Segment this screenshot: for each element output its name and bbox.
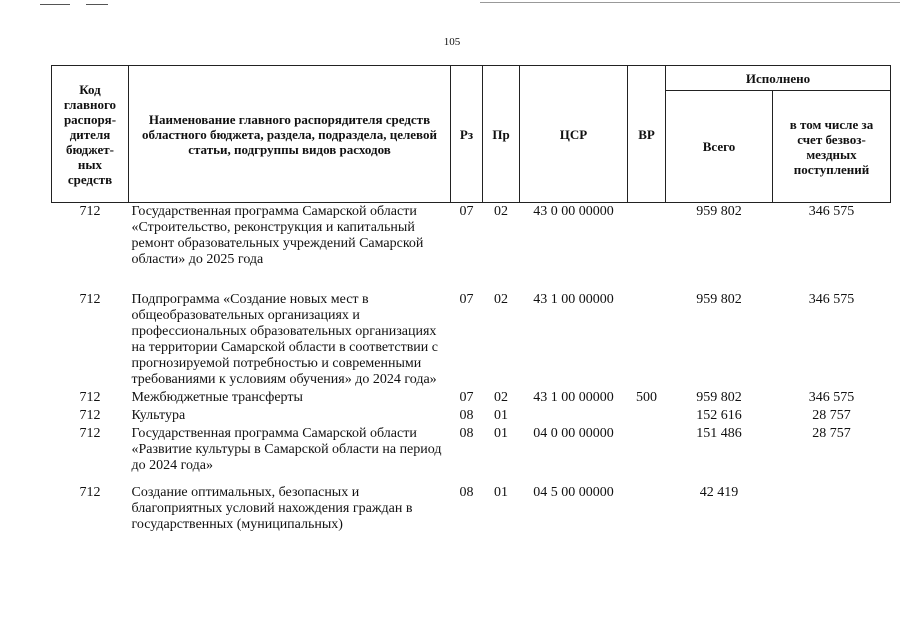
table-body: [52, 203, 891, 535]
header-name: Наименование главного распорядителя средств областного бюджета, раздела, подраздела, целевой статьи, подгруппы видов расходов: [129, 66, 451, 203]
cell-grant: 28 757: [812, 426, 851, 441]
cell-total: 959 802: [696, 204, 742, 219]
table-row: [52, 291, 891, 389]
cell-vr: [628, 425, 666, 475]
cell-csr: [520, 407, 628, 425]
cell-pr: 01: [494, 485, 508, 500]
cell-rz: 08: [459, 485, 474, 500]
cell-rz: 08: [459, 408, 474, 423]
cell-name: Подпрограмма «Создание новых мест в общеобразовательных организациях и профессиональных образовательных организациях на территории Самарской области в соответствии с прогнозируемой потребностью и современными требованиями к условиям обучения» до 2024 года»: [131, 292, 439, 387]
cell-vr: 500: [636, 390, 657, 405]
cell-name: Государственная программа Самарской области «Развитие культуры в Самарской области на период до 2024 года»: [131, 426, 442, 473]
cell-rz: 07: [459, 204, 474, 219]
header-executed: Исполнено: [666, 66, 891, 91]
page-number: 105: [443, 36, 461, 48]
cell-total: 959 802: [696, 292, 742, 307]
header-rz: Рз: [451, 66, 483, 203]
header-vr: ВР: [628, 66, 666, 203]
table-row: [52, 484, 891, 534]
row-spacer: [52, 475, 891, 484]
cell-code: 712: [79, 390, 101, 405]
cell-grant: 346 575: [808, 204, 855, 219]
cell-grant: 346 575: [808, 292, 855, 307]
table-row: [52, 203, 891, 270]
cell-csr: 43 1 00 00000: [533, 292, 614, 307]
cell-grant: 346 575: [808, 390, 855, 405]
cell-csr: 04 5 00 00000: [533, 485, 614, 500]
cell-csr: 43 0 00 00000: [533, 204, 614, 219]
cell-code: 712: [79, 408, 101, 423]
table-row: [52, 407, 891, 425]
cell-total: 959 802: [696, 390, 742, 405]
cell-rz: 08: [459, 426, 474, 441]
row-spacer: [52, 269, 891, 291]
scan-artifact: [40, 4, 70, 5]
cell-csr: 04 0 00 00000: [533, 426, 614, 441]
cell-total: 152 616: [696, 408, 742, 423]
cell-code: 712: [79, 426, 101, 441]
cell-vr: [628, 203, 666, 270]
cell-grant: 28 757: [812, 408, 851, 423]
cell-pr: 02: [494, 204, 508, 219]
cell-pr: 01: [494, 426, 508, 441]
cell-vr: [628, 407, 666, 425]
cell-csr: 43 1 00 00000: [533, 390, 614, 405]
table-row: [52, 425, 891, 475]
header-grant: в том числе за счет безвоз-мездных поступлений: [773, 91, 891, 203]
budget-table: [51, 65, 891, 534]
cell-vr: [628, 291, 666, 389]
cell-code: 712: [79, 292, 101, 307]
table-row: [52, 389, 891, 407]
header-csr: ЦСР: [520, 66, 628, 203]
header-code: Код главного распоря-дителя бюджет-ных средств: [52, 66, 129, 203]
cell-code: 712: [79, 204, 101, 219]
cell-vr: [628, 484, 666, 534]
cell-code: 712: [79, 485, 101, 500]
cell-name: Межбюджетные трансферты: [131, 390, 303, 405]
header-total: Всего: [666, 91, 773, 203]
cell-name: Государственная программа Самарской области «Строительство, реконструкция и капитальный ремонт образовательных учреждений Самарской области» до 2025 года: [131, 204, 424, 267]
table-header: [52, 66, 891, 203]
cell-pr: 02: [494, 390, 508, 405]
cell-pr: 01: [494, 408, 508, 423]
cell-total: 42 419: [699, 485, 739, 500]
cell-rz: 07: [459, 390, 474, 405]
cell-name: Культура: [131, 408, 186, 423]
scan-artifact: [86, 4, 108, 5]
cell-grant: [773, 484, 891, 534]
cell-pr: 02: [494, 292, 508, 307]
cell-rz: 07: [459, 292, 474, 307]
cell-name: Создание оптимальных, безопасных и благоприятных условий нахождения граждан в государственных (муниципальных): [131, 485, 413, 532]
header-pr: Пр: [483, 66, 520, 203]
scan-artifact: [480, 2, 900, 3]
cell-total: 151 486: [696, 426, 742, 441]
